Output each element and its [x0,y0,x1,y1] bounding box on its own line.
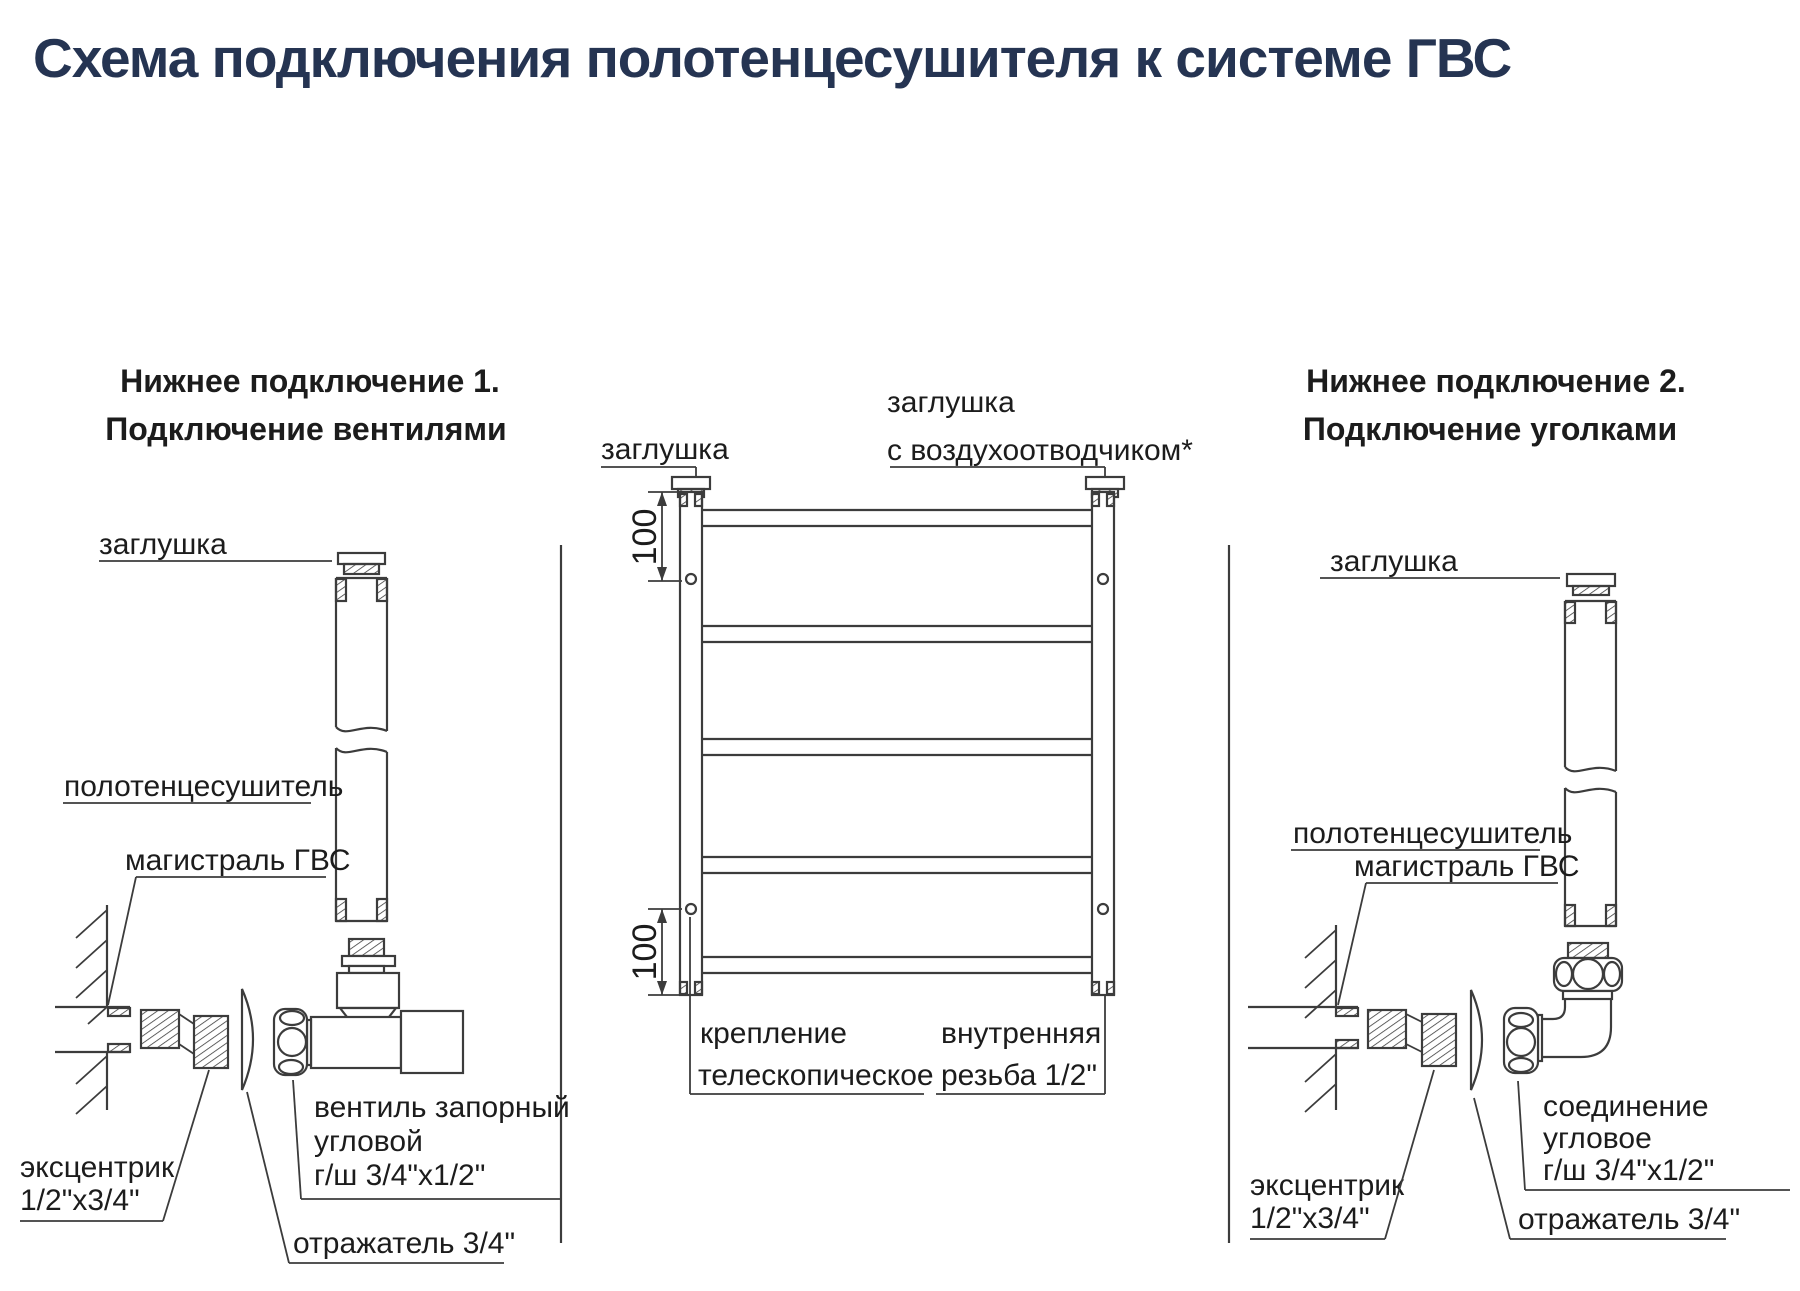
label-valve-line2: угловой [314,1125,423,1158]
eccentric-drawing [141,1010,228,1068]
diagram-2-header-line1: Нижнее подключение 2. [1306,363,1686,399]
label-mount-line1: крепление [700,1017,847,1050]
label-eccentric-1-line1: эксцентрик [20,1151,175,1184]
corner-union-drawing [1504,943,1622,1073]
dimension-100-top [626,492,682,581]
label-plug-2: заглушка [1330,545,1458,578]
dimension-100-bottom-text: 100 [626,923,664,981]
label-union-line1: соединение [1543,1090,1709,1123]
label-thread-line2: резьба 1/2" [941,1059,1097,1092]
label-valve-line3: г/ш 3/4"х1/2" [314,1159,486,1192]
dimension-100-bottom [626,909,682,995]
diagram-1-header-line1: Нижнее подключение 1. [120,363,500,399]
label-air-vent-line2: с воздухоотводчиком* [887,434,1193,467]
angle-valve-drawing [274,939,463,1075]
diagram-1-header-line2: Подключение вентилями [105,411,507,447]
label-union-line3: г/ш 3/4"х1/2" [1543,1154,1715,1187]
label-eccentric-2-line2: 1/2"х3/4" [1250,1202,1370,1235]
label-hws-main-2: магистраль ГВС [1354,850,1580,883]
label-eccentric-2-line1: эксцентрик [1250,1169,1405,1202]
label-thread-line1: внутренняя [941,1017,1102,1050]
page-title: Схема подключения полотенцесушителя к системе ГВС [33,27,1512,89]
reflector-drawing [242,989,253,1090]
label-valve-line1: вентиль запорный [314,1091,570,1124]
label-mount-line2: телескопическое [698,1059,934,1092]
plug-cap-drawing [338,553,385,574]
reflector-drawing-2 [1471,990,1482,1090]
wall-and-main-drawing [55,905,130,1114]
diagram-2-header [1303,363,1686,447]
radiator-rungs [703,510,1091,973]
diagram-1-header [105,363,506,447]
label-air-vent-line1: заглушка [887,386,1015,419]
diagram-2-corner-connection [1248,363,1790,1239]
diagram-2-header-line2: Подключение уголками [1302,411,1678,447]
label-reflector-1: отражатель 3/4" [293,1227,516,1260]
radiator-collectors [680,492,1114,995]
plug-cap-drawing-2 [1567,574,1615,595]
label-plug-mid: заглушка [601,433,729,466]
dimension-100-top-text: 100 [626,508,664,566]
label-hws-main-1: магистраль ГВС [125,844,351,877]
label-plug-1: заглушка [99,528,227,561]
wall-and-main-drawing-2 [1248,925,1358,1112]
label-eccentric-1-line2: 1/2"х3/4" [20,1184,140,1217]
diagram-2-labels [1250,545,1790,1239]
radiator-top-caps [672,477,1124,497]
label-towel-rail-2: полотенцесушитель [1293,817,1573,850]
diagram-1-labels [20,528,570,1263]
label-union-line2: угловое [1543,1122,1652,1155]
label-towel-rail-1: полотенцесушитель [64,770,344,803]
diagram-1-valve-connection [20,363,570,1263]
label-reflector-2: отражатель 3/4" [1518,1203,1741,1236]
eccentric-drawing-2 [1368,1010,1456,1066]
radiator-drawing [601,386,1193,1094]
